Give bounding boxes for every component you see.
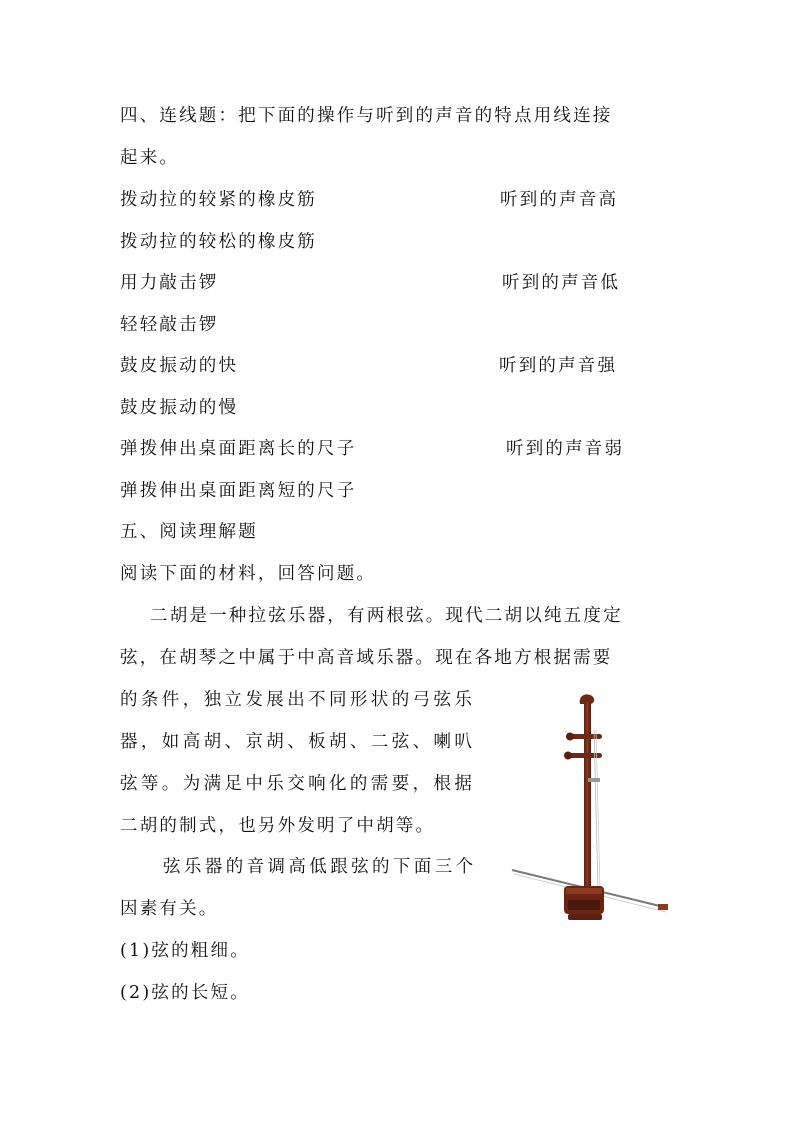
factor-2: (2)弦的长短。	[120, 983, 250, 1003]
left-item-3: 用力敲击锣	[120, 273, 219, 293]
para1-line2: 弦，在胡琴之中属于中高音域乐器。现在各地方根据需要	[120, 648, 613, 668]
para1-line3: 的条件，独立发展出不同形状的弓弦乐	[120, 690, 476, 710]
para2-line2: 因素有关。	[120, 899, 219, 919]
para1-line5: 弦等。为满足中乐交响化的需要，根据	[120, 774, 476, 794]
left-item-6: 鼓皮振动的慢	[120, 398, 239, 418]
factor-1: (1)弦的粗细。	[120, 941, 250, 961]
left-item-5: 鼓皮振动的快	[120, 356, 239, 376]
left-item-7: 弹拨伸出桌面距离长的尺子	[120, 439, 357, 459]
section5-instruction: 阅读下面的材料，回答问题。	[120, 564, 377, 584]
para1-line4: 器，如高胡、京胡、板胡、二弦、喇叭	[120, 732, 476, 752]
left-item-4: 轻轻敲击锣	[120, 315, 219, 335]
right-item-2: 听到的声音低	[502, 273, 621, 293]
right-item-4: 听到的声音弱	[506, 439, 625, 459]
para1-line1: 二胡是一种拉弦乐器，有两根弦。现代二胡以纯五度定	[150, 606, 623, 626]
para2-line1: 弦乐器的音调高低跟弦的下面三个	[163, 857, 477, 877]
erhu-image	[508, 690, 673, 930]
left-item-8: 弹拨伸出桌面距离短的尺子	[120, 481, 357, 501]
right-item-3: 听到的声音强	[499, 356, 618, 376]
para1-line6: 二胡的制式，也另外发明了中胡等。	[120, 816, 436, 836]
section4-title-line2: 起来。	[120, 148, 180, 168]
right-item-1: 听到的声音高	[500, 190, 619, 210]
left-item-1: 拨动拉的较紧的橡皮筋	[120, 190, 317, 210]
section4-title-line1: 四、连线题：把下面的操作与听到的声音的特点用线连接	[120, 106, 613, 126]
section5-title: 五、阅读理解题	[120, 522, 258, 542]
left-item-2: 拨动拉的较松的橡皮筋	[120, 232, 317, 252]
